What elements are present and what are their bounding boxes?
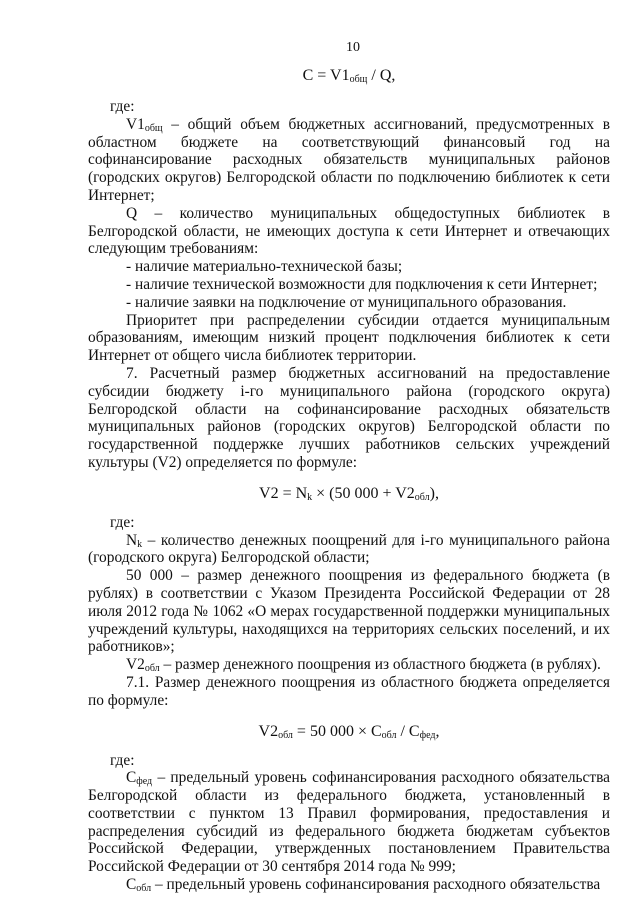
formula-v2: $V2 = N_k \times (50$ $000 + V2_{обл}$), [259, 484, 439, 503]
requirement-3: - наличие заявки на подключение от муниципального образования. [126, 293, 567, 311]
def-v1obsh: $V1_{общ}$ – общий объем бюджетных ассигнований, предусмотренных в областном бюджете на соответствующий финансовый год на софинансирование расходных обязательств муниципальных районов (городских округов) Белгородской области по подключению библиотек к сети Интернет; [88, 115, 610, 204]
document-page [88, 40, 610, 894]
requirement-1: - наличие материально-технической базы; [126, 258, 403, 276]
def-v2obl: $V2_{обл}$ – размер денежного поощрения из областного бюджета (в рублях). [126, 656, 601, 675]
def-q: Q – количество муниципальных общедоступных библиотек в Белгородской области, не имеющих доступа к сети Интернет и отвечающих следующим требованиям: [88, 204, 610, 258]
formula-c: $C = V1_{общ} / Q$, [302, 67, 396, 85]
def-cfed: $C_{фед}$ – предельный уровень софинансирования расходного обязательства Белгородской области из федерального бюджета, установленный в соответствии с пунктом 13 Правил формирования, предоставления и распределения субсидий из федерального бюджета бюджетам субъектов Российской Федерации, утвержденных постановлением Правительства Российской Федерации от 30 сентября 2014 года № 999; [88, 769, 610, 876]
def-cobl: $C_{обл}$ – предельный уровень софинансирования расходного обязательства [126, 876, 601, 895]
def-nk: $N_k$ – количество денежных поощрений для i-го муниципального района (городского округа) Белгородской области; [88, 531, 610, 567]
page-number: 10 [346, 40, 360, 55]
where-label: где: [110, 513, 135, 531]
item-7-1-paragraph: 7.1. Размер денежного поощрения из областного бюджета определяется по формуле: [88, 673, 610, 709]
formula-v2obl: $V2_{обл} = 50$ $000 \times C_{обл} / C_{фед}$, [258, 722, 440, 741]
item-7-paragraph: 7. Расчетный размер бюджетных ассигнований на предоставление субсидии бюджету i-го муниципального района (городского округа) Белгородской области на софинансирование расходных обязательств муниципальных районов (городских округов) Белгородской области по государственной поддержке лучших работников сельских учреждений культуры (V2) определяется по формуле: [88, 364, 610, 471]
requirement-2: - наличие технической возможности для подключения к сети Интернет; [126, 275, 598, 293]
where-label: где: [110, 98, 135, 115]
where-label: где: [110, 751, 135, 769]
def-50000: 50 000 – размер денежного поощрения из федерального бюджета (в рублях) в соответствии с Указом Президента Российской Федерации от 28 июля 2012 года № 1062 «О мерах государственной поддержки муниципальных учреждений культуры, находящихся на территориях сельских поселений, и их работников»; [88, 567, 610, 656]
priority-paragraph: Приоритет при распределении субсидии отдается муниципальным образованиям, имеющим низкий процент подключения библиотек к сети Интернет от общего числа библиотек территории. [88, 311, 610, 365]
